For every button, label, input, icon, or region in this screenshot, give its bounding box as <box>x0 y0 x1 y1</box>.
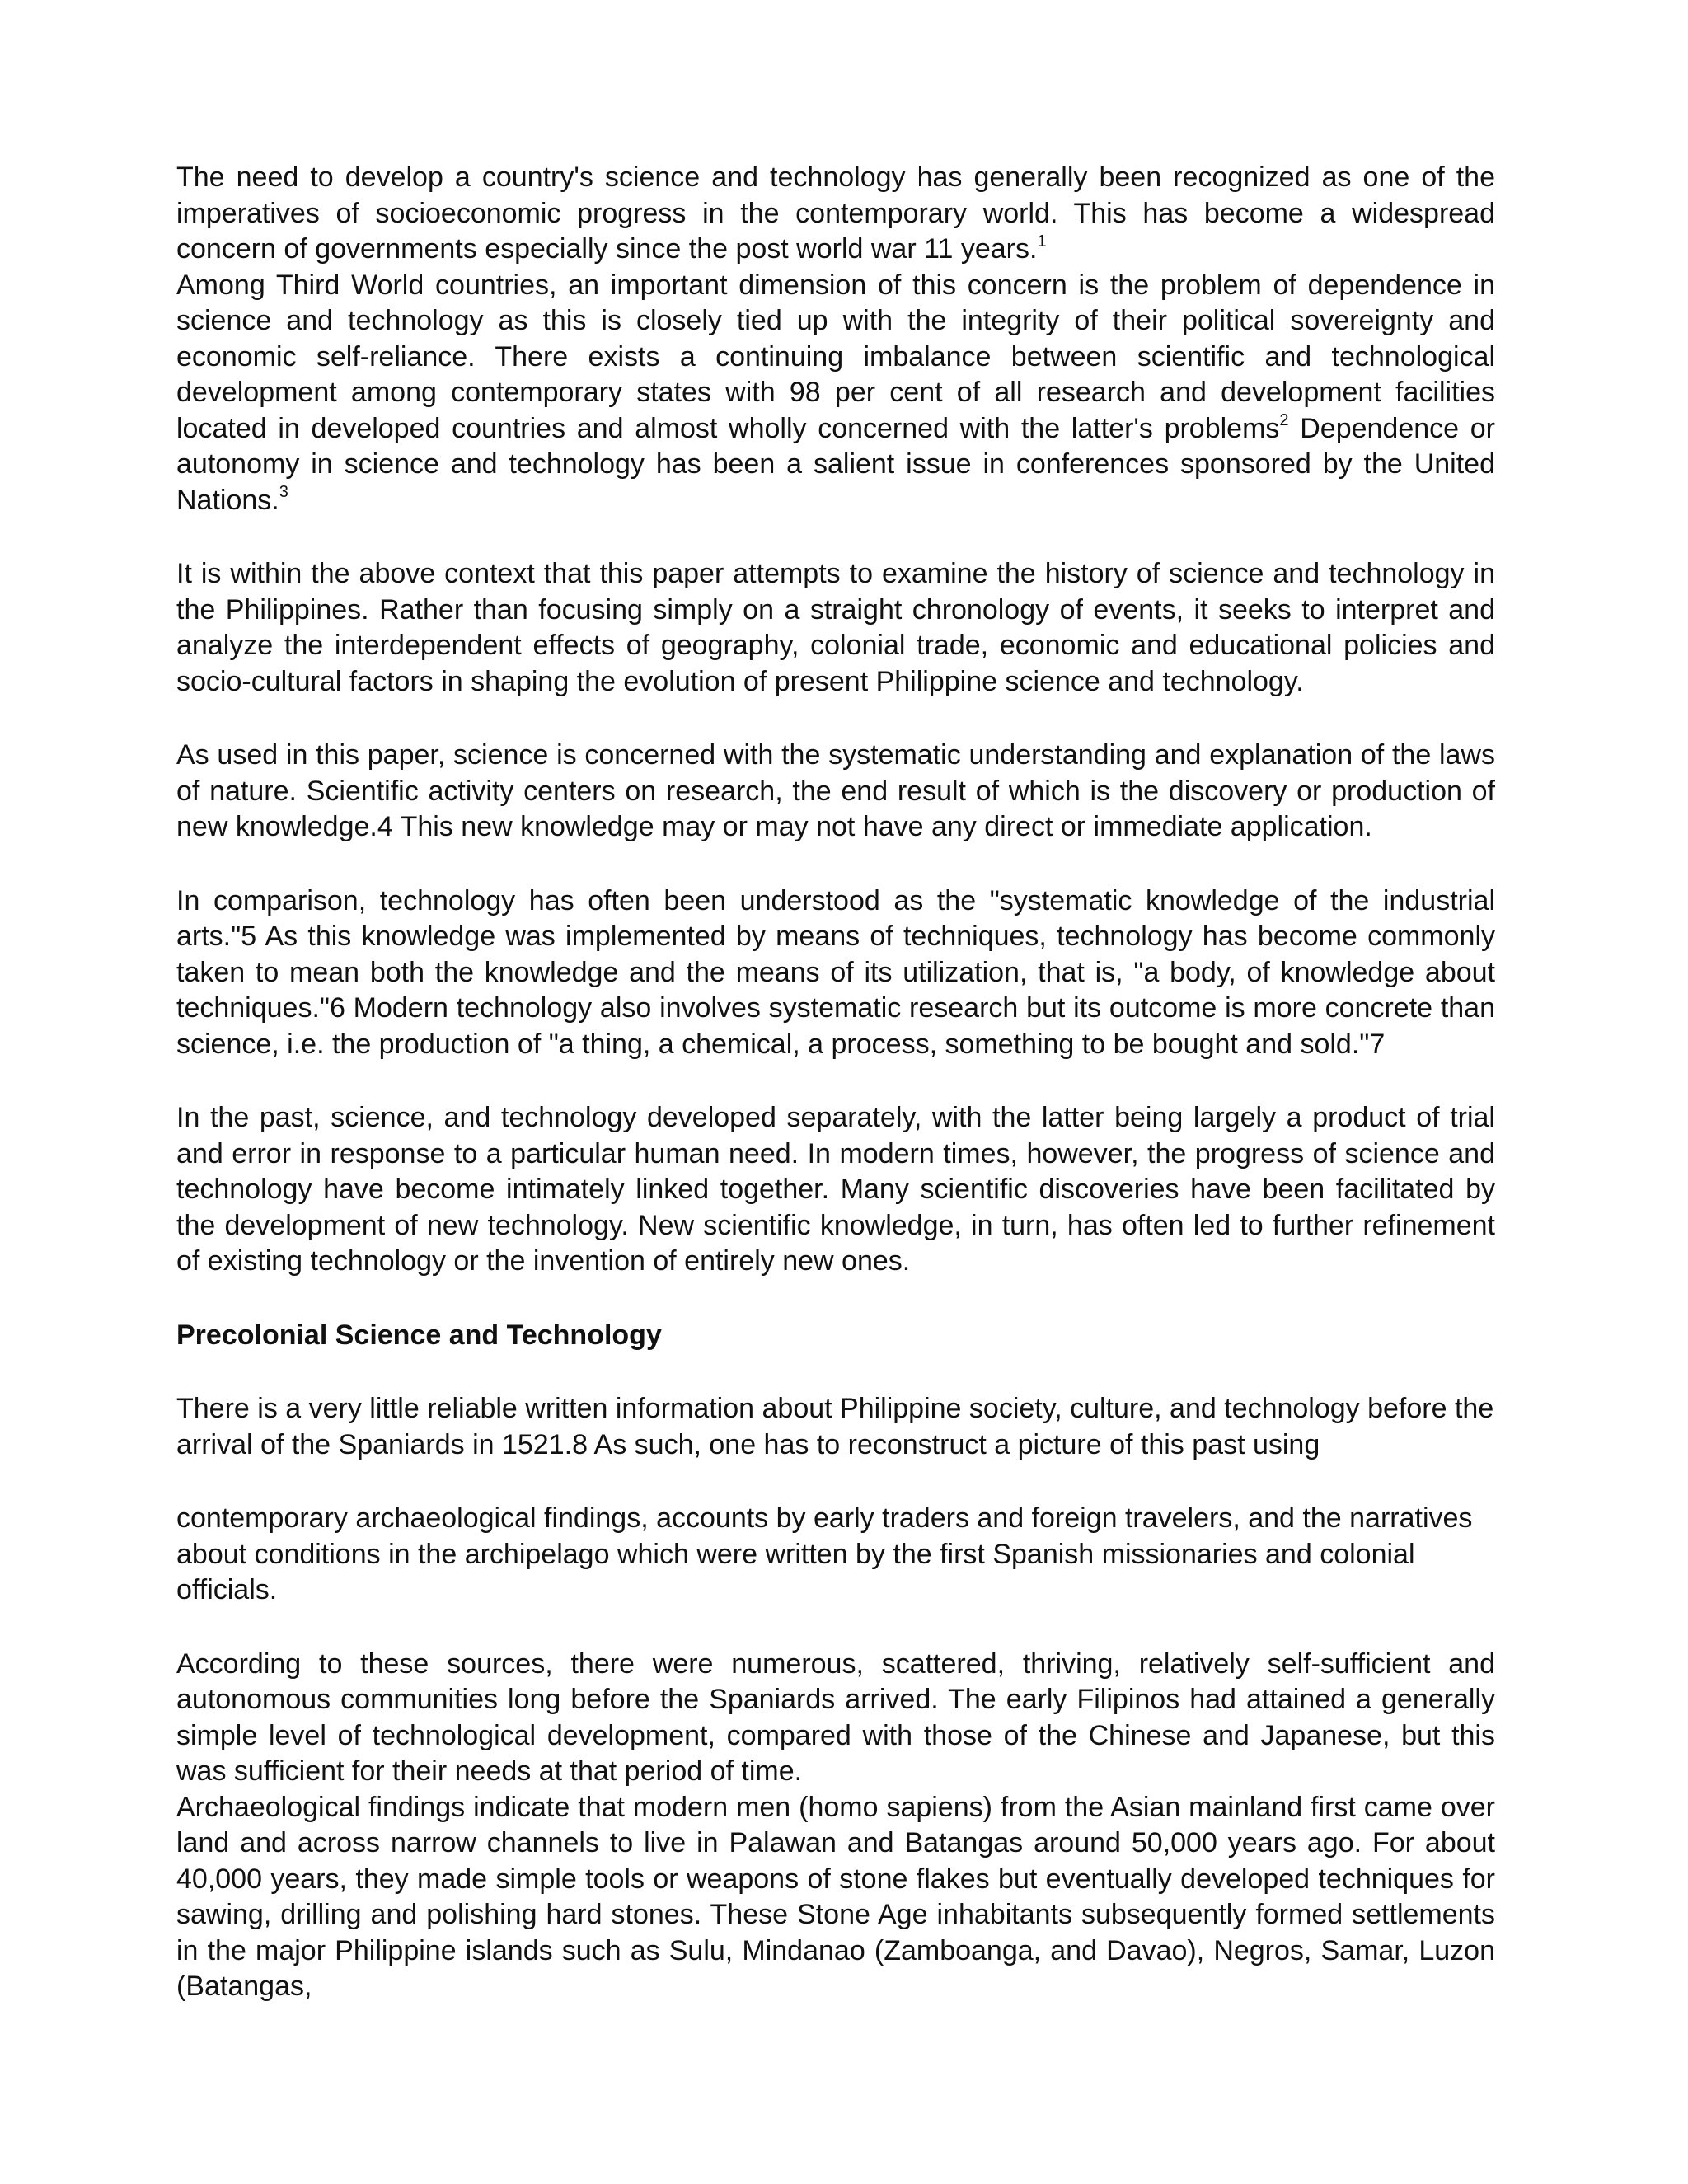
paragraph-intro <box>176 160 1495 268</box>
paragraph-technology-definition: In comparison, technology has often been understood as the "systematic knowledge of the industrial arts."5 As this knowledge was implemented by means of techniques, technology has become commonly taken to mean both the knowledge and the means of its utilization, that is, "a body, of knowledge about techniques."6 Modern technology also involves systematic research but its outcome is more concrete than science, i.e. the production of "a thing, a chemical, a process, something to be bought and sold."7 <box>176 884 1495 1060</box>
spacer <box>176 846 1495 883</box>
document-page <box>176 160 1495 2005</box>
paragraph-written-information: There is a very little reliable written information about Philippine society, culture, and technology before the arrival of the Spaniards in 1521.8 As such, one has to reconstruct a picture of this past using <box>176 1393 1494 1460</box>
footnote-ref-3: 3 <box>279 483 288 502</box>
spacer <box>176 1463 1495 1501</box>
footnote-ref-2: 2 <box>1279 411 1289 430</box>
spacer <box>176 518 1495 556</box>
paragraph-intro-text: The need to develop a country's science and technology has generally been recognized as one of the imperatives of socioeconomic progress in the contemporary world. This has become a widespread concern of governments especially since the post world war 11 years. <box>176 162 1495 265</box>
paragraph-science-definition: As used in this paper, science is concerned with the systematic understanding and explanation of the laws of nature. Scientific activity centers on research, the end result of which is the discovery or production of new knowledge.4 This new knowledge may or may not have any direct or immediate application. <box>176 739 1495 842</box>
spacer <box>176 1353 1495 1391</box>
paragraph-archaeological-findings: Archaeological findings indicate that modern men (homo sapiens) from the Asian mainland first came over land and across narrow channels to live in Palawan and Batangas around 50,000 years ago. For about 40,000 years, they made simple tools or weapons of stone flakes but eventually developed techniques for sawing, drilling and polishing hard stones. These Stone Age inhabitants subsequently formed settlements in the major Philippine islands such as Sulu, Mindanao (Zamboanga, and Davao), Negros, Samar, Luzon (Batangas, <box>176 1791 1495 2002</box>
spacer <box>176 700 1495 738</box>
paragraph-third-world-text-a: Among Third World countries, an important dimension of this concern is the problem of dependence in science and technology as this is closely tied up with the integrity of their political sovereignty and economic self-reliance. There exists a continuing imbalance between scientific and technological development among contemporary states with 98 per cent of all research and development facilities located in developed countries and almost wholly concerned with the latter's problems <box>176 269 1495 444</box>
paragraph-third-world <box>176 268 1495 519</box>
section-heading: Precolonial Science and Technology <box>176 1319 662 1351</box>
paragraph-context: It is within the above context that this paper attempts to examine the history of science and technology in the Philippines. Rather than focusing simply on a straight chronology of events, it seeks to interpret and analyze the interdependent effects of geography, colonial trade, economic and educational policies and socio-cultural factors in shaping the evolution of present Philippine science and technology. <box>176 558 1495 697</box>
paragraph-communities: According to these sources, there were numerous, scattered, thriving, relatively self-sufficient and autonomous communities long before the Spaniards arrived. The early Filipinos had attained a generally simple level of technological development, compared with those of the Chinese and Japanese, but this was sufficient for their needs at that period of time. <box>176 1647 1495 1787</box>
paragraph-past-and-modern: In the past, science, and technology developed separately, with the latter being largely a product of trial and error in response to a particular human need. In modern times, however, the progress of science and technology have become intimately linked together. Many scientific discoveries have been facilitated by the development of new technology. New scientific knowledge, in turn, has often led to further refinement of existing technology or the invention of entirely new ones. <box>176 1102 1495 1277</box>
spacer <box>176 1062 1495 1100</box>
spacer <box>176 1280 1495 1318</box>
paragraph-sources: contemporary archaeological findings, accounts by early traders and foreign travelers, and the narratives about conditions in the archipelago which were written by the first Spanish missionaries and colonial officials. <box>176 1502 1473 1605</box>
spacer <box>176 1609 1495 1647</box>
footnote-ref-1: 1 <box>1037 232 1047 251</box>
paragraph-third-world-text-b: Dependence or autonomy in science and technology has been a salient issue in conferences sponsored by the United Nations. <box>176 412 1496 516</box>
